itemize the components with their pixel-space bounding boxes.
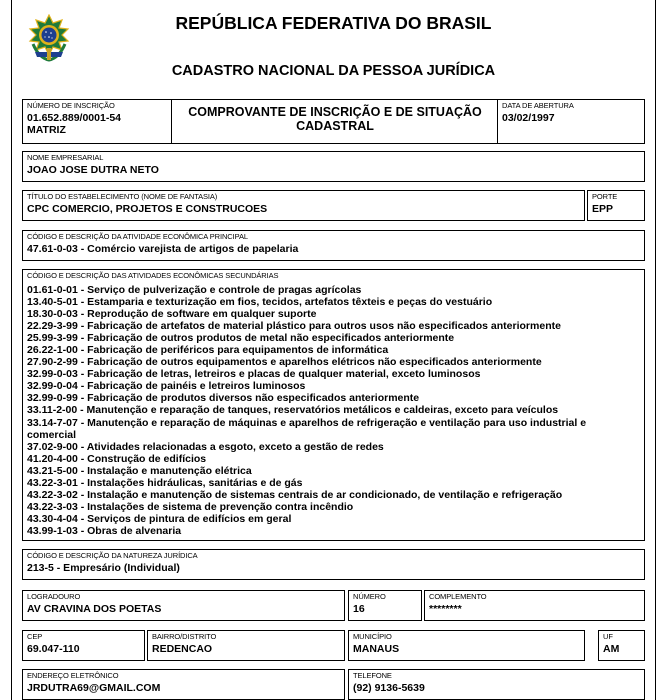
porte-section [587, 190, 645, 221]
natureza-juridica-value: 213-5 - Empresário (Individual) [27, 562, 180, 574]
list-item: 32.99-0-03 - Fabricação de letras, letreiros e placas de qualquer material, exceto luminosos [27, 368, 481, 381]
list-item: 41.20-4-00 - Construção de edifícios [27, 452, 207, 465]
cep-label: CEP [27, 632, 43, 641]
list-item: 33.11-2-00 - Manutenção e reparação de tanques, reservatórios metálicos e caldeiras, exceto para veículos [27, 404, 559, 417]
comprovante-title [173, 105, 497, 133]
list-item: 43.21-5-00 - Instalação e manutenção elétrica [27, 464, 252, 477]
atividades-secundarias-section [22, 269, 645, 541]
abertura-value: 03/02/1997 [502, 112, 555, 124]
natureza-juridica-section [22, 549, 645, 580]
list-item: 32.99-0-04 - Fabricação de painéis e letreiros luminosos [27, 380, 306, 393]
nome-empresarial-label: NOME EMPRESARIAL [27, 153, 104, 162]
complemento-value: ******** [429, 603, 462, 615]
list-item: 43.22-3-01 - Instalações hidráulicas, sanitárias e de gás [27, 476, 303, 489]
list-item: 22.29-3-99 - Fabricação de artefatos de material plástico para outros usos não especificados anteriormente [27, 320, 561, 333]
comprovante-line1: COMPROVANTE DE INSCRIÇÃO E DE SITUAÇÃO [188, 105, 482, 119]
nome-empresarial-value: JOAO JOSE DUTRA NETO [27, 164, 159, 176]
natureza-juridica-label: CÓDIGO E DESCRIÇÃO DA NATUREZA JURÍDICA [27, 551, 198, 560]
list-item: 01.61-0-01 - Serviço de pulverização e controle de pragas agrícolas [27, 284, 362, 296]
complemento-label: COMPLEMENTO [429, 592, 487, 601]
list-item: 13.40-5-01 - Estamparia e texturização em fios, tecidos, artefatos têxteis e peças do vestuário [27, 296, 493, 309]
list-item: 32.99-0-99 - Fabricação de produtos diversos não especificados anteriormente [27, 392, 420, 405]
logradouro-label: LOGRADOURO [27, 592, 81, 601]
municipio-section [348, 630, 585, 661]
fantasia-value: CPC COMERCIO, PROJETOS E CONSTRUCOES [27, 203, 268, 215]
document-page [11, 0, 656, 700]
cep-section [22, 630, 145, 661]
list-item: 37.02-9-00 - Atividades relacionadas a esgoto, exceto a gestão de redes [27, 440, 384, 453]
municipio-value: MANAUS [353, 643, 400, 655]
atividades-secundarias-list [27, 284, 597, 537]
telefone-label: TELEFONE [353, 671, 392, 680]
logradouro-section [22, 590, 345, 621]
list-item: 43.22-3-02 - Instalação e manutenção de sistemas centrais de ar condicionado, de ventilação e refrigeração [27, 488, 563, 501]
email-value: JRDUTRA69@GMAIL.COM [27, 682, 161, 694]
nome-empresarial-section [22, 151, 645, 182]
uf-value: AM [603, 643, 620, 655]
inscricao-value: 01.652.889/0001-54 [27, 112, 122, 124]
email-label: ENDEREÇO ELETRÔNICO [27, 671, 119, 680]
telefone-value: (92) 9136-5639 [353, 682, 425, 694]
atividade-principal-label: CÓDIGO E DESCRIÇÃO DA ATIVIDADE ECONÔMICA PRINCIPAL [27, 232, 248, 241]
porte-label: PORTE [592, 192, 618, 201]
divider [171, 100, 172, 143]
atividade-principal-section [22, 230, 645, 261]
uf-label: UF [603, 632, 613, 641]
inscricao-tipo: MATRIZ [27, 124, 66, 136]
header-subtitle: CADASTRO NACIONAL DA PESSOA JURÍDICA [171, 63, 496, 79]
email-section [22, 669, 345, 700]
cep-value: 69.047-110 [27, 643, 80, 655]
inscricao-section [22, 99, 645, 144]
abertura-label: DATA DE ABERTURA [502, 101, 574, 110]
bairro-label: BAIRRO/DISTRITO [152, 632, 217, 641]
numero-value: 16 [353, 603, 365, 615]
fantasia-label: TÍTULO DO ESTABELECIMENTO (NOME DE FANTASIA) [27, 192, 218, 201]
list-item: 43.99-1-03 - Obras de alvenaria [27, 524, 182, 537]
list-item: 25.99-3-99 - Fabricação de outros produtos de metal não especificados anteriormente [27, 332, 455, 345]
list-item: 43.22-3-03 - Instalações de sistema de prevenção contra incêndio [27, 500, 354, 513]
list-item: 26.22-1-00 - Fabricação de periféricos para equipamentos de informática [27, 344, 389, 357]
header-title: REPÚBLICA FEDERATIVA DO BRASIL [175, 13, 492, 33]
atividades-secundarias-label: CÓDIGO E DESCRIÇÃO DAS ATIVIDADES ECONÔMICAS SECUNDÁRIAS [27, 271, 279, 280]
list-item: 27.90-2-99 - Fabricação de outros equipamentos e aparelhos elétricos não especificados anteriormente [27, 356, 542, 369]
uf-section [598, 630, 645, 661]
list-item: 33.14-7-07 - Manutenção e reparação de máquinas e aparelhos de refrigeração e ventilação para uso industrial e comercial [27, 416, 587, 441]
logradouro-value: AV CRAVINA DOS POETAS [27, 603, 162, 615]
porte-value: EPP [592, 203, 614, 215]
bairro-value: REDENCAO [152, 643, 213, 655]
comprovante-line2: CADASTRAL [296, 119, 374, 133]
telefone-section [348, 669, 645, 700]
numero-label: NÚMERO [353, 592, 386, 601]
atividade-principal-value: 47.61-0-03 - Comércio varejista de artigos de papelaria [27, 243, 299, 255]
list-item: 18.30-0-03 - Reprodução de software em qualquer suporte [27, 308, 317, 321]
complemento-section [424, 590, 645, 621]
bairro-section [147, 630, 345, 661]
inscricao-label: NÚMERO DE INSCRIÇÃO [27, 101, 115, 110]
divider [497, 100, 498, 143]
list-item: 43.30-4-04 - Serviços de pintura de edifícios em geral [27, 512, 292, 525]
numero-section [348, 590, 422, 621]
fantasia-section [22, 190, 585, 221]
municipio-label: MUNICÍPIO [353, 632, 392, 641]
